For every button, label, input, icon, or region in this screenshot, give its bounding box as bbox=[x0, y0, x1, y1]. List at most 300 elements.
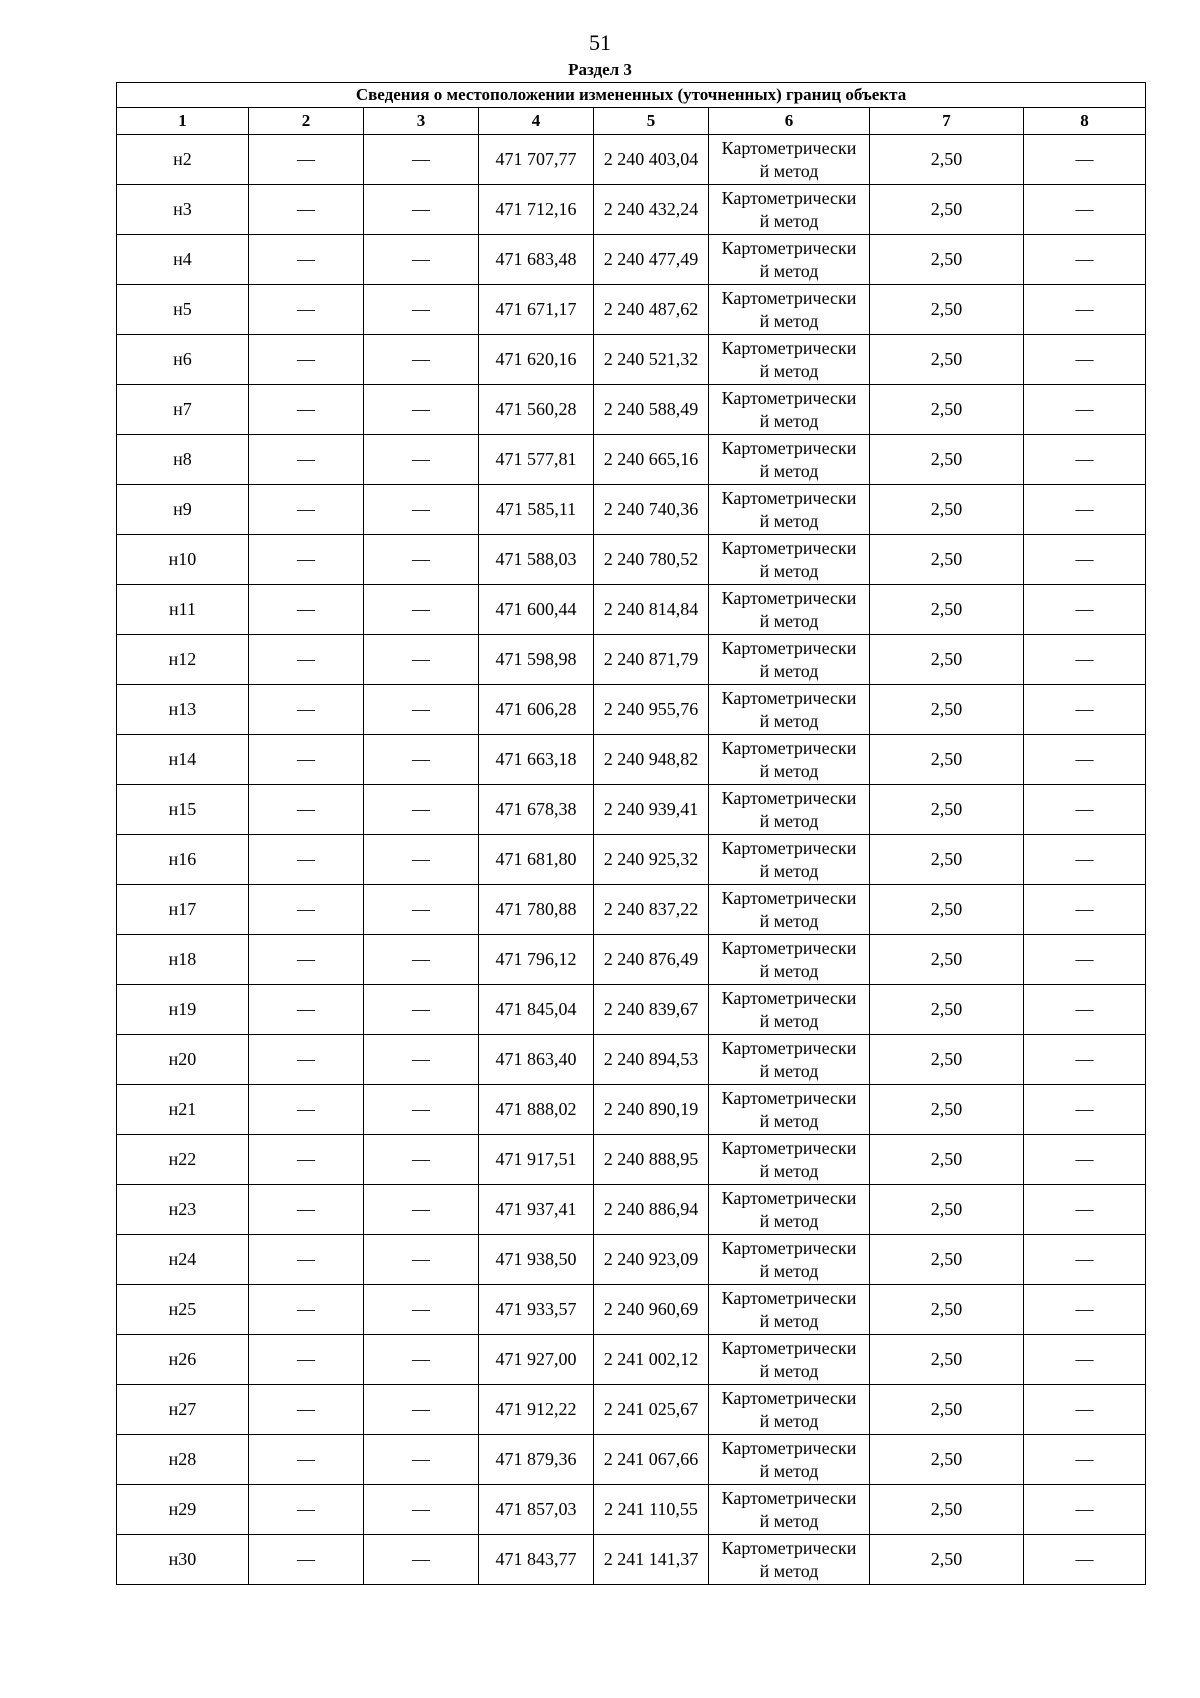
column-8-cell: — bbox=[1024, 485, 1146, 535]
point-name-cell: н12 bbox=[117, 635, 249, 685]
accuracy-cell: 2,50 bbox=[870, 485, 1024, 535]
method-cell bbox=[709, 635, 870, 685]
column-8-cell: — bbox=[1024, 385, 1146, 435]
accuracy-cell: 2,50 bbox=[870, 985, 1024, 1035]
accuracy-cell: 2,50 bbox=[870, 785, 1024, 835]
column-3-cell: — bbox=[364, 135, 479, 185]
y-coordinate-cell: 2 240 939,41 bbox=[594, 785, 709, 835]
method-line-1: Картометрически bbox=[721, 1237, 857, 1258]
accuracy-cell: 2,50 bbox=[870, 885, 1024, 935]
y-coordinate-cell: 2 240 403,04 bbox=[594, 135, 709, 185]
column-3-cell: — bbox=[364, 935, 479, 985]
x-coordinate-cell: 471 927,00 bbox=[479, 1335, 594, 1385]
method-line-1: Картометрически bbox=[721, 1337, 857, 1358]
column-3-cell: — bbox=[364, 1335, 479, 1385]
column-header: 5 bbox=[594, 108, 709, 135]
method-line-1: Картометрически bbox=[721, 1187, 857, 1208]
column-3-cell: — bbox=[364, 1535, 479, 1585]
accuracy-cell: 2,50 bbox=[870, 1435, 1024, 1485]
column-2-cell: — bbox=[249, 1435, 364, 1485]
point-name-cell: н22 bbox=[117, 1135, 249, 1185]
table-row bbox=[117, 885, 1146, 935]
column-8-cell: — bbox=[1024, 1185, 1146, 1235]
column-3-cell: — bbox=[364, 885, 479, 935]
x-coordinate-cell: 471 937,41 bbox=[479, 1185, 594, 1235]
column-3-cell: — bbox=[364, 785, 479, 835]
column-header: 2 bbox=[249, 108, 364, 135]
method-line-1: Картометрически bbox=[721, 437, 857, 458]
column-header: 8 bbox=[1024, 108, 1146, 135]
table-row bbox=[117, 135, 1146, 185]
accuracy-cell: 2,50 bbox=[870, 1185, 1024, 1235]
column-8-cell: — bbox=[1024, 1285, 1146, 1335]
y-coordinate-cell: 2 240 814,84 bbox=[594, 585, 709, 635]
method-line-1: Картометрически bbox=[721, 1087, 857, 1108]
accuracy-cell: 2,50 bbox=[870, 1285, 1024, 1335]
point-name-cell: н11 bbox=[117, 585, 249, 635]
table-row bbox=[117, 835, 1146, 885]
method-line-2: й метод bbox=[759, 1410, 819, 1431]
table-caption-row bbox=[117, 83, 1146, 108]
x-coordinate-cell: 471 560,28 bbox=[479, 385, 594, 435]
method-line-1: Картометрически bbox=[721, 487, 857, 508]
x-coordinate-cell: 471 917,51 bbox=[479, 1135, 594, 1185]
column-3-cell: — bbox=[364, 335, 479, 385]
x-coordinate-cell: 471 600,44 bbox=[479, 585, 594, 635]
column-3-cell: — bbox=[364, 835, 479, 885]
method-line-2: й метод bbox=[759, 1310, 819, 1331]
column-header: 7 bbox=[870, 108, 1024, 135]
table-row bbox=[117, 185, 1146, 235]
method-cell bbox=[709, 185, 870, 235]
column-8-cell: — bbox=[1024, 185, 1146, 235]
method-cell bbox=[709, 1535, 870, 1585]
method-cell bbox=[709, 435, 870, 485]
x-coordinate-cell: 471 712,16 bbox=[479, 185, 594, 235]
column-header: 3 bbox=[364, 108, 479, 135]
table-row bbox=[117, 1485, 1146, 1535]
x-coordinate-cell: 471 588,03 bbox=[479, 535, 594, 585]
column-3-cell: — bbox=[364, 535, 479, 585]
column-2-cell: — bbox=[249, 135, 364, 185]
column-3-cell: — bbox=[364, 185, 479, 235]
y-coordinate-cell: 2 240 923,09 bbox=[594, 1235, 709, 1285]
point-name-cell: н14 bbox=[117, 735, 249, 785]
x-coordinate-cell: 471 843,77 bbox=[479, 1535, 594, 1585]
method-cell bbox=[709, 485, 870, 535]
method-line-2: й метод bbox=[759, 910, 819, 931]
column-3-cell: — bbox=[364, 735, 479, 785]
point-name-cell: н5 bbox=[117, 285, 249, 335]
method-line-1: Картометрически bbox=[721, 537, 857, 558]
y-coordinate-cell: 2 240 876,49 bbox=[594, 935, 709, 985]
table-row bbox=[117, 735, 1146, 785]
column-2-cell: — bbox=[249, 1285, 364, 1335]
column-3-cell: — bbox=[364, 1085, 479, 1135]
method-line-2: й метод bbox=[759, 1260, 819, 1281]
y-coordinate-cell: 2 240 432,24 bbox=[594, 185, 709, 235]
y-coordinate-cell: 2 241 025,67 bbox=[594, 1385, 709, 1435]
method-cell bbox=[709, 535, 870, 585]
column-3-cell: — bbox=[364, 435, 479, 485]
method-line-2: й метод bbox=[759, 460, 819, 481]
column-2-cell: — bbox=[249, 785, 364, 835]
table-row bbox=[117, 1185, 1146, 1235]
method-line-1: Картометрически bbox=[721, 1487, 857, 1508]
method-line-1: Картометрически bbox=[721, 1537, 857, 1558]
method-line-2: й метод bbox=[759, 1160, 819, 1181]
method-cell bbox=[709, 1335, 870, 1385]
method-line-1: Картометрически bbox=[721, 237, 857, 258]
accuracy-cell: 2,50 bbox=[870, 235, 1024, 285]
column-8-cell: — bbox=[1024, 135, 1146, 185]
column-3-cell: — bbox=[364, 1135, 479, 1185]
point-name-cell: н23 bbox=[117, 1185, 249, 1235]
point-name-cell: н19 bbox=[117, 985, 249, 1035]
y-coordinate-cell: 2 240 871,79 bbox=[594, 635, 709, 685]
column-8-cell: — bbox=[1024, 635, 1146, 685]
y-coordinate-cell: 2 241 002,12 bbox=[594, 1335, 709, 1385]
method-cell bbox=[709, 1135, 870, 1185]
method-line-2: й метод bbox=[759, 1460, 819, 1481]
x-coordinate-cell: 471 780,88 bbox=[479, 885, 594, 935]
table-row bbox=[117, 485, 1146, 535]
table-row bbox=[117, 985, 1146, 1035]
table-body bbox=[117, 135, 1146, 1585]
column-3-cell: — bbox=[364, 585, 479, 635]
method-line-1: Картометрически bbox=[721, 737, 857, 758]
method-cell bbox=[709, 135, 870, 185]
column-2-cell: — bbox=[249, 1485, 364, 1535]
y-coordinate-cell: 2 240 960,69 bbox=[594, 1285, 709, 1335]
point-name-cell: н16 bbox=[117, 835, 249, 885]
column-2-cell: — bbox=[249, 835, 364, 885]
x-coordinate-cell: 471 845,04 bbox=[479, 985, 594, 1035]
table-row bbox=[117, 1535, 1146, 1585]
point-name-cell: н24 bbox=[117, 1235, 249, 1285]
column-2-cell: — bbox=[249, 885, 364, 935]
method-cell bbox=[709, 1485, 870, 1535]
method-line-2: й метод bbox=[759, 1360, 819, 1381]
method-line-1: Картометрически bbox=[721, 337, 857, 358]
method-cell bbox=[709, 1285, 870, 1335]
method-cell bbox=[709, 735, 870, 785]
point-name-cell: н28 bbox=[117, 1435, 249, 1485]
column-8-cell: — bbox=[1024, 1385, 1146, 1435]
boundary-coordinates-table bbox=[116, 82, 1146, 1585]
y-coordinate-cell: 2 240 588,49 bbox=[594, 385, 709, 435]
column-2-cell: — bbox=[249, 985, 364, 1035]
column-8-cell: — bbox=[1024, 1135, 1146, 1185]
column-header: 1 bbox=[117, 108, 249, 135]
method-line-2: й метод bbox=[759, 1510, 819, 1531]
accuracy-cell: 2,50 bbox=[870, 135, 1024, 185]
x-coordinate-cell: 471 857,03 bbox=[479, 1485, 594, 1535]
method-cell bbox=[709, 935, 870, 985]
table-row bbox=[117, 635, 1146, 685]
column-8-cell: — bbox=[1024, 585, 1146, 635]
column-2-cell: — bbox=[249, 435, 364, 485]
point-name-cell: н29 bbox=[117, 1485, 249, 1535]
column-8-cell: — bbox=[1024, 935, 1146, 985]
y-coordinate-cell: 2 240 521,32 bbox=[594, 335, 709, 385]
method-line-2: й метод bbox=[759, 1560, 819, 1581]
method-line-2: й метод bbox=[759, 510, 819, 531]
method-line-1: Картометрически bbox=[721, 387, 857, 408]
column-8-cell: — bbox=[1024, 1335, 1146, 1385]
method-line-2: й метод bbox=[759, 810, 819, 831]
table-row bbox=[117, 1385, 1146, 1435]
method-line-1: Картометрически bbox=[721, 1387, 857, 1408]
method-line-1: Картометрически bbox=[721, 887, 857, 908]
section-title: Раздел 3 bbox=[568, 60, 632, 79]
x-coordinate-cell: 471 879,36 bbox=[479, 1435, 594, 1485]
accuracy-cell: 2,50 bbox=[870, 1235, 1024, 1285]
table-row bbox=[117, 785, 1146, 835]
point-name-cell: н7 bbox=[117, 385, 249, 435]
x-coordinate-cell: 471 598,98 bbox=[479, 635, 594, 685]
y-coordinate-cell: 2 240 925,32 bbox=[594, 835, 709, 885]
accuracy-cell: 2,50 bbox=[870, 1485, 1024, 1535]
point-name-cell: н4 bbox=[117, 235, 249, 285]
accuracy-cell: 2,50 bbox=[870, 435, 1024, 485]
y-coordinate-cell: 2 240 477,49 bbox=[594, 235, 709, 285]
method-line-1: Картометрически bbox=[721, 787, 857, 808]
method-line-2: й метод bbox=[759, 1060, 819, 1081]
table-row bbox=[117, 335, 1146, 385]
method-line-2: й метод bbox=[759, 310, 819, 331]
point-name-cell: н15 bbox=[117, 785, 249, 835]
column-8-cell: — bbox=[1024, 685, 1146, 735]
column-2-cell: — bbox=[249, 1085, 364, 1135]
x-coordinate-cell: 471 671,17 bbox=[479, 285, 594, 335]
point-name-cell: н18 bbox=[117, 935, 249, 985]
column-2-cell: — bbox=[249, 1235, 364, 1285]
method-line-2: й метод bbox=[759, 960, 819, 981]
method-line-1: Картометрически bbox=[721, 1437, 857, 1458]
table-row bbox=[117, 1435, 1146, 1485]
column-3-cell: — bbox=[364, 285, 479, 335]
accuracy-cell: 2,50 bbox=[870, 585, 1024, 635]
table-row bbox=[117, 1035, 1146, 1085]
accuracy-cell: 2,50 bbox=[870, 1335, 1024, 1385]
table-row bbox=[117, 1285, 1146, 1335]
point-name-cell: н21 bbox=[117, 1085, 249, 1135]
table-row bbox=[117, 1135, 1146, 1185]
column-8-cell: — bbox=[1024, 285, 1146, 335]
point-name-cell: н17 bbox=[117, 885, 249, 935]
accuracy-cell: 2,50 bbox=[870, 735, 1024, 785]
column-2-cell: — bbox=[249, 1535, 364, 1585]
column-8-cell: — bbox=[1024, 1035, 1146, 1085]
column-8-cell: — bbox=[1024, 435, 1146, 485]
column-3-cell: — bbox=[364, 1385, 479, 1435]
method-cell bbox=[709, 1035, 870, 1085]
x-coordinate-cell: 471 663,18 bbox=[479, 735, 594, 785]
method-line-2: й метод bbox=[759, 710, 819, 731]
column-3-cell: — bbox=[364, 1485, 479, 1535]
column-2-cell: — bbox=[249, 735, 364, 785]
accuracy-cell: 2,50 bbox=[870, 685, 1024, 735]
column-8-cell: — bbox=[1024, 985, 1146, 1035]
method-cell bbox=[709, 335, 870, 385]
column-2-cell: — bbox=[249, 185, 364, 235]
method-cell bbox=[709, 385, 870, 435]
accuracy-cell: 2,50 bbox=[870, 835, 1024, 885]
method-cell bbox=[709, 1435, 870, 1485]
column-8-cell: — bbox=[1024, 1435, 1146, 1485]
x-coordinate-cell: 471 683,48 bbox=[479, 235, 594, 285]
point-name-cell: н25 bbox=[117, 1285, 249, 1335]
column-3-cell: — bbox=[364, 1435, 479, 1485]
point-name-cell: н13 bbox=[117, 685, 249, 735]
method-line-1: Картометрически bbox=[721, 587, 857, 608]
column-2-cell: — bbox=[249, 635, 364, 685]
column-3-cell: — bbox=[364, 1235, 479, 1285]
column-8-cell: — bbox=[1024, 1535, 1146, 1585]
column-2-cell: — bbox=[249, 685, 364, 735]
table-row bbox=[117, 585, 1146, 635]
y-coordinate-cell: 2 240 780,52 bbox=[594, 535, 709, 585]
page-number: 51 bbox=[589, 30, 611, 55]
point-name-cell: н27 bbox=[117, 1385, 249, 1435]
method-line-1: Картометрически bbox=[721, 1037, 857, 1058]
accuracy-cell: 2,50 bbox=[870, 335, 1024, 385]
column-2-cell: — bbox=[249, 1035, 364, 1085]
x-coordinate-cell: 471 912,22 bbox=[479, 1385, 594, 1435]
column-8-cell: — bbox=[1024, 885, 1146, 935]
column-8-cell: — bbox=[1024, 535, 1146, 585]
point-name-cell: н8 bbox=[117, 435, 249, 485]
column-3-cell: — bbox=[364, 485, 479, 535]
column-8-cell: — bbox=[1024, 835, 1146, 885]
table-row bbox=[117, 685, 1146, 735]
accuracy-cell: 2,50 bbox=[870, 1135, 1024, 1185]
y-coordinate-cell: 2 240 837,22 bbox=[594, 885, 709, 935]
column-3-cell: — bbox=[364, 685, 479, 735]
point-name-cell: н9 bbox=[117, 485, 249, 535]
method-line-2: й метод bbox=[759, 560, 819, 581]
accuracy-cell: 2,50 bbox=[870, 1085, 1024, 1135]
method-line-2: й метод bbox=[759, 1010, 819, 1031]
accuracy-cell: 2,50 bbox=[870, 935, 1024, 985]
column-8-cell: — bbox=[1024, 735, 1146, 785]
y-coordinate-cell: 2 241 067,66 bbox=[594, 1435, 709, 1485]
column-3-cell: — bbox=[364, 385, 479, 435]
column-2-cell: — bbox=[249, 485, 364, 535]
column-8-cell: — bbox=[1024, 1235, 1146, 1285]
method-line-1: Картометрически bbox=[721, 637, 857, 658]
point-name-cell: н26 bbox=[117, 1335, 249, 1385]
table-row bbox=[117, 1235, 1146, 1285]
y-coordinate-cell: 2 240 948,82 bbox=[594, 735, 709, 785]
point-name-cell: н10 bbox=[117, 535, 249, 585]
column-3-cell: — bbox=[364, 1185, 479, 1235]
y-coordinate-cell: 2 240 888,95 bbox=[594, 1135, 709, 1185]
method-line-2: й метод bbox=[759, 260, 819, 281]
column-8-cell: — bbox=[1024, 235, 1146, 285]
x-coordinate-cell: 471 933,57 bbox=[479, 1285, 594, 1335]
accuracy-cell: 2,50 bbox=[870, 285, 1024, 335]
method-line-1: Картометрически bbox=[721, 837, 857, 858]
method-line-1: Картометрически bbox=[721, 937, 857, 958]
accuracy-cell: 2,50 bbox=[870, 535, 1024, 585]
method-line-1: Картометрически bbox=[721, 987, 857, 1008]
y-coordinate-cell: 2 240 894,53 bbox=[594, 1035, 709, 1085]
method-line-1: Картометрически bbox=[721, 1137, 857, 1158]
column-2-cell: — bbox=[249, 535, 364, 585]
method-line-2: й метод bbox=[759, 160, 819, 181]
table-caption: Сведения о местоположении измененных (уточненных) границ объекта bbox=[117, 83, 1146, 108]
column-3-cell: — bbox=[364, 985, 479, 1035]
method-line-2: й метод bbox=[759, 210, 819, 231]
column-2-cell: — bbox=[249, 335, 364, 385]
table-header-row bbox=[117, 108, 1146, 135]
table-row bbox=[117, 285, 1146, 335]
method-line-2: й метод bbox=[759, 660, 819, 681]
accuracy-cell: 2,50 bbox=[870, 1385, 1024, 1435]
accuracy-cell: 2,50 bbox=[870, 1535, 1024, 1585]
x-coordinate-cell: 471 796,12 bbox=[479, 935, 594, 985]
column-2-cell: — bbox=[249, 385, 364, 435]
column-3-cell: — bbox=[364, 1285, 479, 1335]
method-line-2: й метод bbox=[759, 610, 819, 631]
accuracy-cell: 2,50 bbox=[870, 635, 1024, 685]
method-cell bbox=[709, 1235, 870, 1285]
x-coordinate-cell: 471 681,80 bbox=[479, 835, 594, 885]
method-line-1: Картометрически bbox=[721, 187, 857, 208]
x-coordinate-cell: 471 678,38 bbox=[479, 785, 594, 835]
table-row bbox=[117, 535, 1146, 585]
column-3-cell: — bbox=[364, 1035, 479, 1085]
x-coordinate-cell: 471 620,16 bbox=[479, 335, 594, 385]
x-coordinate-cell: 471 888,02 bbox=[479, 1085, 594, 1135]
column-2-cell: — bbox=[249, 235, 364, 285]
column-2-cell: — bbox=[249, 1385, 364, 1435]
accuracy-cell: 2,50 bbox=[870, 1035, 1024, 1085]
y-coordinate-cell: 2 240 886,94 bbox=[594, 1185, 709, 1235]
point-name-cell: н20 bbox=[117, 1035, 249, 1085]
method-cell bbox=[709, 835, 870, 885]
point-name-cell: н6 bbox=[117, 335, 249, 385]
table-row bbox=[117, 435, 1146, 485]
method-cell bbox=[709, 1085, 870, 1135]
table-row bbox=[117, 1335, 1146, 1385]
method-line-2: й метод bbox=[759, 410, 819, 431]
column-2-cell: — bbox=[249, 1185, 364, 1235]
method-line-2: й метод bbox=[759, 1210, 819, 1231]
x-coordinate-cell: 471 863,40 bbox=[479, 1035, 594, 1085]
column-8-cell: — bbox=[1024, 1085, 1146, 1135]
table-row bbox=[117, 1085, 1146, 1135]
y-coordinate-cell: 2 240 487,62 bbox=[594, 285, 709, 335]
column-header: 4 bbox=[479, 108, 594, 135]
y-coordinate-cell: 2 240 955,76 bbox=[594, 685, 709, 735]
y-coordinate-cell: 2 241 110,55 bbox=[594, 1485, 709, 1535]
y-coordinate-cell: 2 240 890,19 bbox=[594, 1085, 709, 1135]
point-name-cell: н3 bbox=[117, 185, 249, 235]
y-coordinate-cell: 2 241 141,37 bbox=[594, 1535, 709, 1585]
method-cell bbox=[709, 585, 870, 635]
x-coordinate-cell: 471 938,50 bbox=[479, 1235, 594, 1285]
column-header: 6 bbox=[709, 108, 870, 135]
method-line-2: й метод bbox=[759, 760, 819, 781]
accuracy-cell: 2,50 bbox=[870, 385, 1024, 435]
column-2-cell: — bbox=[249, 935, 364, 985]
method-cell bbox=[709, 685, 870, 735]
accuracy-cell: 2,50 bbox=[870, 185, 1024, 235]
x-coordinate-cell: 471 577,81 bbox=[479, 435, 594, 485]
